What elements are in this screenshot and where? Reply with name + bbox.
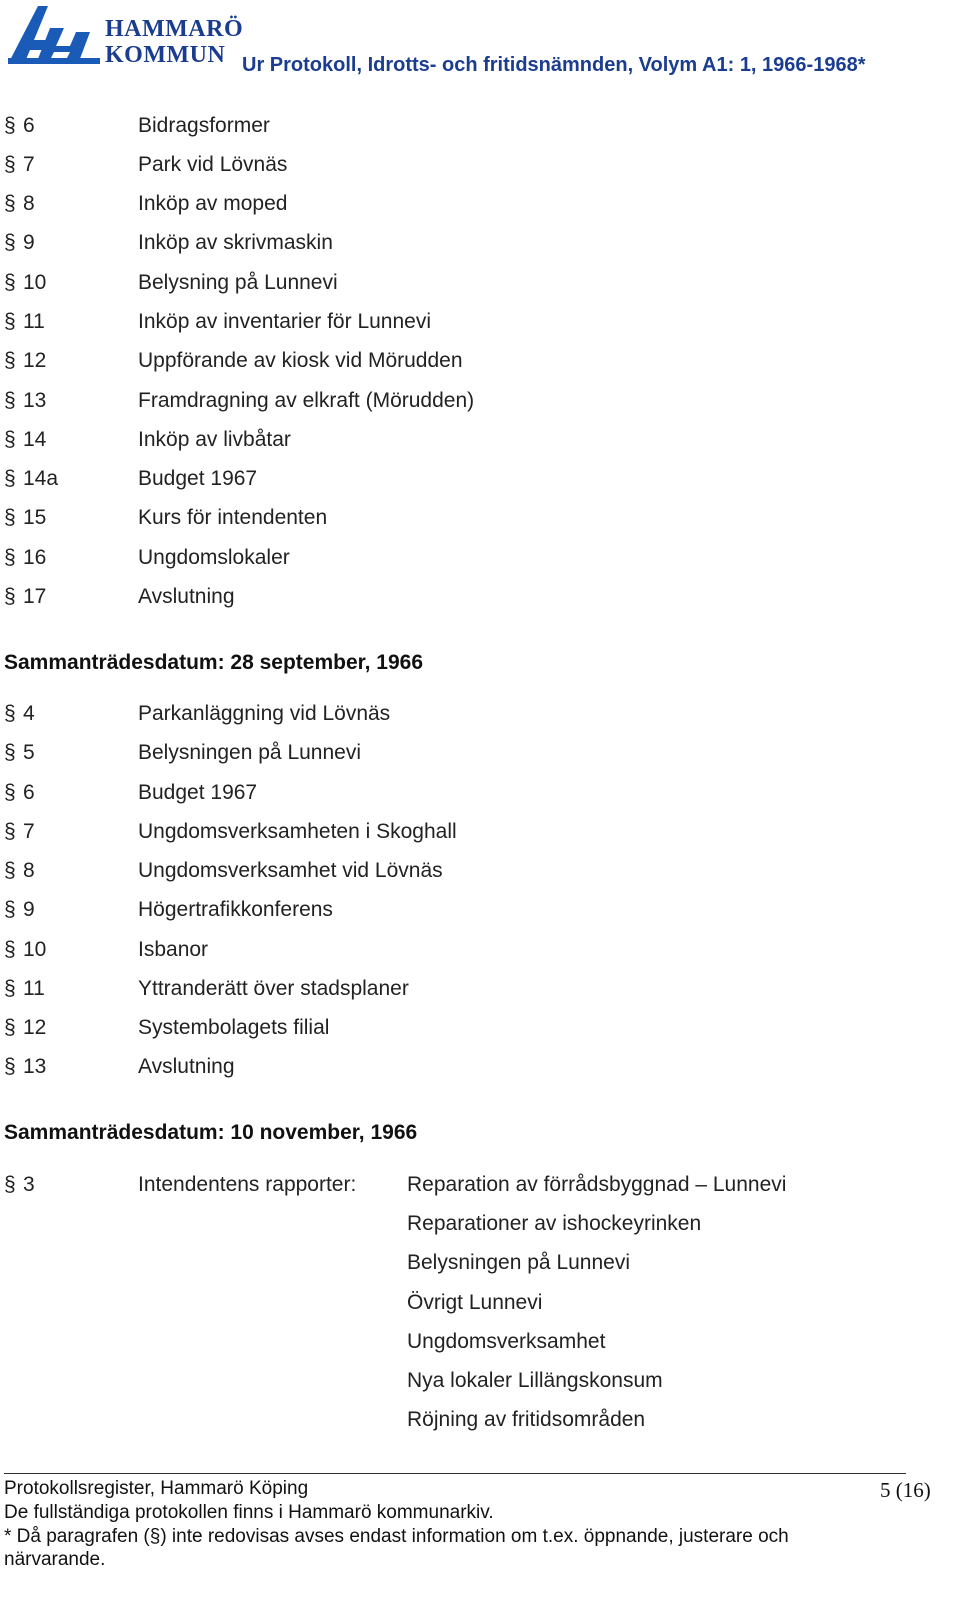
footer-note-continuation: närvarande. bbox=[4, 1549, 106, 1570]
paragraph-topic: Inköp av inventarier för Lunnevi bbox=[138, 310, 432, 333]
paragraph-topic: Systembolagets filial bbox=[138, 1016, 330, 1039]
paragraph-symbol: § bbox=[4, 781, 16, 804]
paragraph-symbol: § bbox=[4, 231, 16, 254]
paragraph-symbol: § bbox=[4, 467, 16, 490]
paragraph-symbol: § bbox=[4, 271, 16, 294]
report-item: Nya lokaler Lillängskonsum bbox=[407, 1369, 663, 1392]
paragraph-topic: Avslutning bbox=[138, 1055, 235, 1078]
paragraph-topic: Avslutning bbox=[138, 585, 235, 608]
paragraph-number: 14a bbox=[23, 467, 59, 490]
logo-mark-icon bbox=[8, 4, 103, 68]
paragraph-topic: Inköp av moped bbox=[138, 192, 288, 215]
paragraph-symbol: § bbox=[4, 702, 16, 725]
logo-text-line2: KOMMUN bbox=[105, 42, 226, 68]
paragraph-number: 4 bbox=[23, 702, 35, 725]
paragraph-symbol: § bbox=[4, 1173, 16, 1196]
footer-divider bbox=[4, 1473, 906, 1474]
paragraph-number: 10 bbox=[23, 271, 47, 294]
page-header bbox=[0, 0, 960, 90]
paragraph-number: 3 bbox=[23, 1173, 35, 1196]
paragraph-symbol: § bbox=[4, 741, 16, 764]
paragraph-symbol: § bbox=[4, 428, 16, 451]
paragraph-number: 8 bbox=[23, 859, 35, 882]
paragraph-topic: Budget 1967 bbox=[138, 467, 258, 490]
footer-register-line: Protokollsregister, Hammarö Köping bbox=[4, 1478, 309, 1499]
paragraph-symbol: § bbox=[4, 192, 16, 215]
report-item: Belysningen på Lunnevi bbox=[407, 1251, 631, 1274]
paragraph-number: 13 bbox=[23, 1055, 47, 1078]
paragraph-number: 5 bbox=[23, 741, 35, 764]
report-item: Röjning av fritidsområden bbox=[407, 1408, 646, 1431]
paragraph-topic: Isbanor bbox=[138, 938, 209, 961]
paragraph-number: 7 bbox=[23, 153, 35, 176]
paragraph-topic: Belysningen på Lunnevi bbox=[138, 741, 362, 764]
report-label: Intendentens rapporter: bbox=[138, 1173, 357, 1196]
meeting-date-heading: Sammanträdesdatum: 10 november, 1966 bbox=[4, 1121, 418, 1144]
logo-text-line1: HAMMARÖ bbox=[105, 16, 244, 42]
paragraph-topic: Ungdomslokaler bbox=[138, 546, 290, 569]
paragraph-topic: Park vid Lövnäs bbox=[138, 153, 288, 176]
paragraph-topic: Uppförande av kiosk vid Mörudden bbox=[138, 349, 463, 372]
paragraph-number: 10 bbox=[23, 938, 47, 961]
paragraph-symbol: § bbox=[4, 859, 16, 882]
paragraph-number: 15 bbox=[23, 506, 47, 529]
paragraph-topic: Budget 1967 bbox=[138, 781, 258, 804]
paragraph-number: 11 bbox=[23, 977, 45, 1000]
paragraph-number: 11 bbox=[23, 310, 45, 333]
paragraph-symbol: § bbox=[4, 977, 16, 1000]
paragraph-number: 17 bbox=[23, 585, 47, 608]
report-item: Övrigt Lunnevi bbox=[407, 1291, 543, 1314]
paragraph-number: 8 bbox=[23, 192, 35, 215]
paragraph-topic: Ungdomsverksamhet vid Lövnäs bbox=[138, 859, 443, 882]
paragraph-symbol: § bbox=[4, 389, 16, 412]
report-item: Reparationer av ishockeyrinken bbox=[407, 1212, 702, 1235]
paragraph-topic: Parkanläggning vid Lövnäs bbox=[138, 702, 391, 725]
document-title: Ur Protokoll, Idrotts- och fritidsnämnden, Volym A1: 1, 1966-1968* bbox=[242, 54, 866, 76]
paragraph-topic: Framdragning av elkraft (Mörudden) bbox=[138, 389, 475, 412]
paragraph-number: 13 bbox=[23, 389, 47, 412]
hammaro-kommun-logo bbox=[8, 4, 244, 68]
paragraph-topic: Inköp av livbåtar bbox=[138, 428, 291, 451]
page-number: 5 (16) bbox=[880, 1478, 931, 1502]
paragraph-topic: Bidragsformer bbox=[138, 114, 270, 137]
meeting-date-heading: Sammanträdesdatum: 28 september, 1966 bbox=[4, 651, 424, 674]
report-item: Reparation av förrådsbyggnad – Lunnevi bbox=[407, 1173, 787, 1196]
report-item: Ungdomsverksamhet bbox=[407, 1330, 606, 1353]
paragraph-topic: Kurs för intendenten bbox=[138, 506, 328, 529]
paragraph-number: 6 bbox=[23, 781, 35, 804]
paragraph-topic: Inköp av skrivmaskin bbox=[138, 231, 333, 254]
paragraph-number: 12 bbox=[23, 1016, 47, 1039]
paragraph-symbol: § bbox=[4, 898, 16, 921]
paragraph-symbol: § bbox=[4, 114, 16, 137]
paragraph-symbol: § bbox=[4, 585, 16, 608]
paragraph-topic: Högertrafikkonferens bbox=[138, 898, 333, 921]
paragraph-number: 7 bbox=[23, 820, 35, 843]
paragraph-symbol: § bbox=[4, 153, 16, 176]
paragraph-number: 6 bbox=[23, 114, 35, 137]
paragraph-number: 9 bbox=[23, 898, 35, 921]
paragraph-symbol: § bbox=[4, 546, 16, 569]
footer-note-line: * Då paragrafen (§) inte redovisas avses endast information om t.ex. öppnande, justerare och bbox=[4, 1526, 789, 1547]
paragraph-number: 9 bbox=[23, 231, 35, 254]
paragraph-topic: Yttranderätt över stadsplaner bbox=[138, 977, 409, 1000]
paragraph-symbol: § bbox=[4, 1055, 16, 1078]
paragraph-topic: Ungdomsverksamheten i Skoghall bbox=[138, 820, 457, 843]
page-footer bbox=[0, 1470, 960, 1601]
paragraph-symbol: § bbox=[4, 349, 16, 372]
paragraph-number: 16 bbox=[23, 546, 47, 569]
paragraph-number: 14 bbox=[23, 428, 47, 451]
paragraph-symbol: § bbox=[4, 938, 16, 961]
paragraph-symbol: § bbox=[4, 506, 16, 529]
paragraph-symbol: § bbox=[4, 1016, 16, 1039]
paragraph-symbol: § bbox=[4, 310, 16, 333]
paragraph-number: 12 bbox=[23, 349, 47, 372]
paragraph-topic: Belysning på Lunnevi bbox=[138, 271, 338, 294]
footer-archive-line: De fullständiga protokollen finns i Hammarö kommunarkiv. bbox=[4, 1502, 494, 1523]
paragraph-symbol: § bbox=[4, 820, 16, 843]
